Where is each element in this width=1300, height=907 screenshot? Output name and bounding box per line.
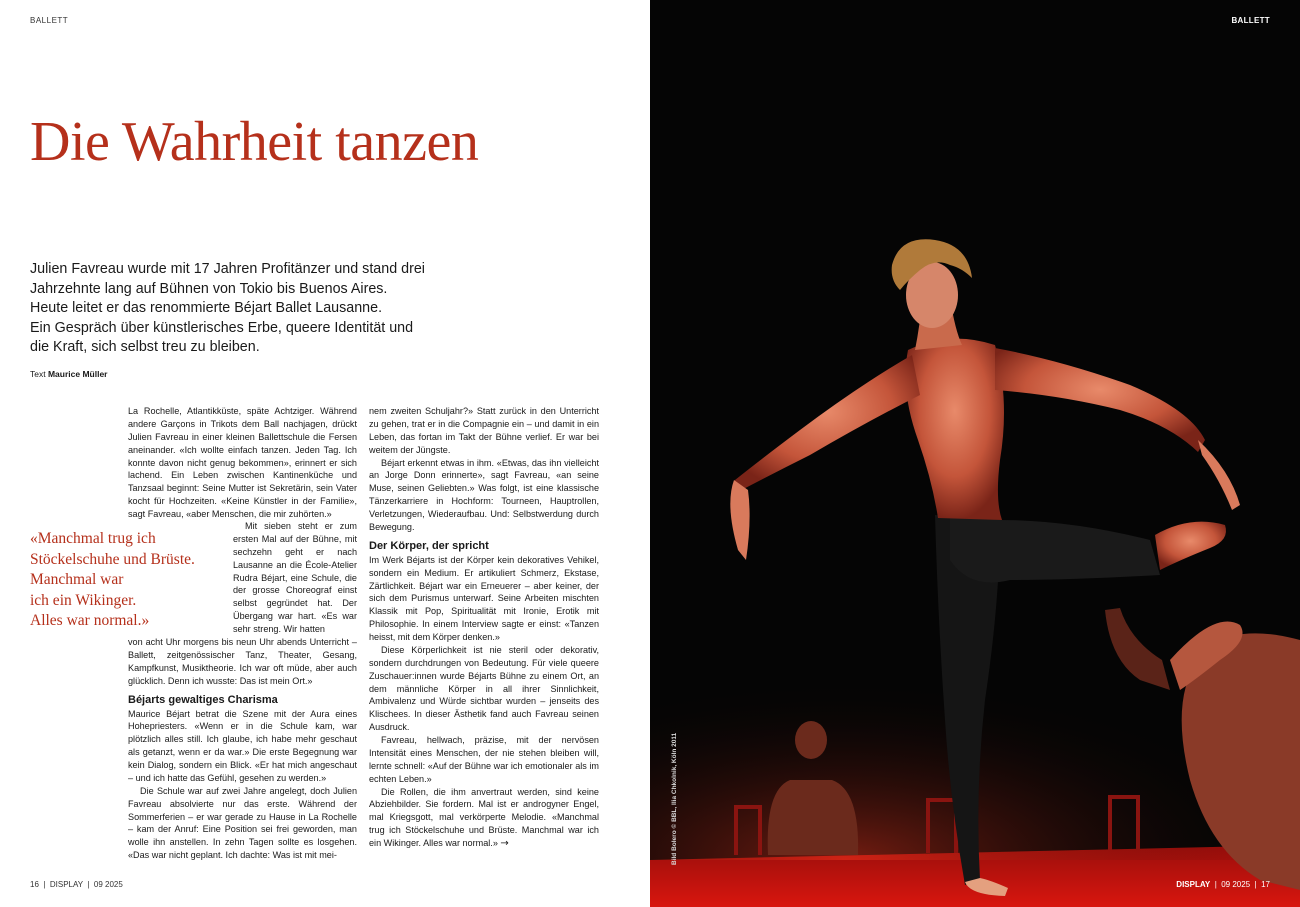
section-label: BALLETT — [1231, 16, 1270, 25]
body-paragraph: Mit sieben steht er zum ersten Mal auf der Bühne, mit sechzehn geht er nach Lausanne an die École-Atelier Rudra Béjart, eine Schule, die der grosse Choreograf einst selbst gegründet hat. Der Übergang war hart. «Es war sehr streng. Wir hatten — [233, 521, 357, 634]
pull-quote-line: ich ein Wikinger. — [30, 591, 137, 609]
page-footer: 16 | DISPLAY | 09 2025 — [30, 880, 123, 889]
body-paragraph: Favreau, hellwach, präzise, mit der nervösen Intensität eines Menschen, der nie stehen bleiben will, lernte schnell: «Auf der Bühne war ich emotionaler als im echten Leben.» — [369, 735, 599, 784]
body-paragraph: nem zweiten Schuljahr?» Statt zurück in den Unterricht zu gehen, trat er in die Compagnie ein – und damit in ein Leben, das fortan im Takt der Bühne verlief. Er war bei weitem der Jüngste. — [369, 406, 599, 455]
pull-quote — [30, 529, 230, 632]
pull-quote-line: Manchmal war — [30, 571, 124, 588]
body-paragraph — [369, 786, 599, 851]
dancer-photo — [650, 0, 1300, 907]
byline-author: Maurice Müller — [47, 369, 108, 379]
photo-credit: Bild Bolero © BBL, Ilia Chkolnik, Köln 2011 — [671, 732, 678, 865]
section-label: BALLETT — [30, 16, 69, 25]
page-footer — [1176, 880, 1270, 889]
byline — [30, 369, 108, 379]
body-paragraph: Diese Körperlichkeit ist nie steril oder dekorativ, sondern durchdrungen von Bedeutung. Für viele queere Zuschauer:innen wurde Béjarts Bühne zu einem Ort, an dem männliche Körper in all ihrer Sinnlichkeit, Ambivalenz und Würde sichtbar wurden – jenseits des Klischees. In dieser Ästhetik fand auch Favreau seinen Ausdruck. — [369, 644, 599, 733]
lead-line: Julien Favreau wurde mit 17 Jahren Profitänzer und stand drei Jahrzehnte lang auf Bühnen von Tokio bis Buenos Aires. — [30, 261, 425, 297]
body-paragraph: Maurice Béjart betrat die Szene mit der Aura eines Hohepriesters. «Wenn er in die Schule kam, war plötzlich alles still. Ich glaube, ich habe mehr geschaut als getanzt, wenn er da war.» Die erste Begegnung war kein Dialog, sondern ein Blick. «Er hat mich angeschaut – und ich hatte das Gefühl, gesehen zu werden.» — [128, 708, 357, 783]
right-page — [650, 0, 1300, 907]
body-text: Die Rollen, die ihm anvertraut werden, sind keine Abziehbilder. Sie fordern. Mal ist er androgyner Engel, mal Kriegsgott, mal verkörperte Melodie. «Manchmal trug ich Stöckelschuhe und Brüste. Manchmal war ich ein Wikinger. Alles war normal.» — [369, 786, 599, 848]
pull-quote-line: Alles war normal.» — [30, 612, 150, 629]
body-paragraph: Im Werk Béjarts ist der Körper kein dekoratives Vehikel, sondern ein Medium. Er artikuliert Schmerz, Ekstase, Zärtlichkeit. Béjart war ein Erneuerer – aber keiner, der sich dem Purismus unterwarf. Seine Arbeiten mischten Klassik mit Pop, Spiritualität mit Ironie, Erotik mit Philosophie. In einem Interview sagte er einst: «Tanzen heisst, mit dem Körper denken.» — [369, 554, 599, 642]
lead-line: Ein Gespräch über künstlerisches Erbe, queere Identität und die Kraft, sich selbst treu zu bleiben. — [30, 319, 414, 355]
body-paragraph: Béjart erkennt etwas in ihm. «Etwas, das ihn vielleicht an Jorge Donn erinnerte», sagt Favreau, «an seine Muse, seinen Geliebten.» Was folgt, ist eine klassische Tänzerkarriere in Hochform: Tourneen, Hauptrollen, Verletzungen, Wiederaufbau. Und: Selbstwerdung durch Bewegung. — [369, 457, 599, 532]
pull-quote-line: Stöckelschuhe und Brüste. — [30, 550, 195, 568]
lead-line: Heute leitet er das renommierte Béjart Ballet Lausanne. — [30, 300, 383, 316]
body-column-1-bottom — [128, 636, 357, 862]
arrow-right-icon: → — [500, 838, 509, 849]
subheading: Béjarts gewaltiges Charisma — [128, 693, 278, 706]
pull-quote-line: «Manchmal trug ich — [30, 530, 156, 547]
subheading: Der Körper, der spricht — [369, 539, 489, 552]
body-column-1-narrow — [233, 520, 357, 636]
lead-paragraph — [30, 260, 435, 358]
body-paragraph: Die Schule war auf zwei Jahre angelegt, doch Julien Favreau absolvierte nur das erste. Während der Sommerferien – er war gerade zu Hause in La Rochelle – kam der Anruf: Eine Position sei frei geworden, man wolle ihn anstellen. In zehn Tagen sollte es losgehen. «Das war nicht geplant. Ich dachte: Was ist mit mei- — [128, 785, 357, 861]
body-paragraph: von acht Uhr morgens bis neun Uhr abends Unterricht – Ballett, zeitgenössischer Tanz, Theater, Gesang, Kampfkunst, Musiktheorie. Ich war oft müde, aber auch glücklich. Denn ich wusste: Das ist mein Ort.» — [128, 637, 357, 686]
page-title: Die Wahrheit tanzen — [30, 111, 479, 173]
body-column-2 — [369, 405, 599, 851]
body-paragraph: La Rochelle, Atlantikküste, späte Achtziger. Während andere Garçons in Trikots dem Ball nachjagen, drückt Julien Favreau in einer kleinen Ballettschule die Fersen aneinander. «Ich wollte einfach tanzen. Jeden Tag. Ich konnte davon nicht genug bekommen», erinnert er sich lachend. Ein Leben zwischen Kantinenküche und Tanzsaal beginnt: Seine Mutter ist Sekretärin, sein Vater kocht für Hochzeiten. «Keine Künstler in der Familie», sagt Favreau, «aber Menschen, die mir zuhörten.» — [128, 406, 357, 519]
magazine-name: DISPLAY — [1176, 880, 1211, 889]
byline-prefix: Text — [30, 369, 46, 379]
body-column-1-top — [128, 405, 357, 521]
issue-and-page: | 09 2025 | 17 — [1214, 880, 1270, 889]
